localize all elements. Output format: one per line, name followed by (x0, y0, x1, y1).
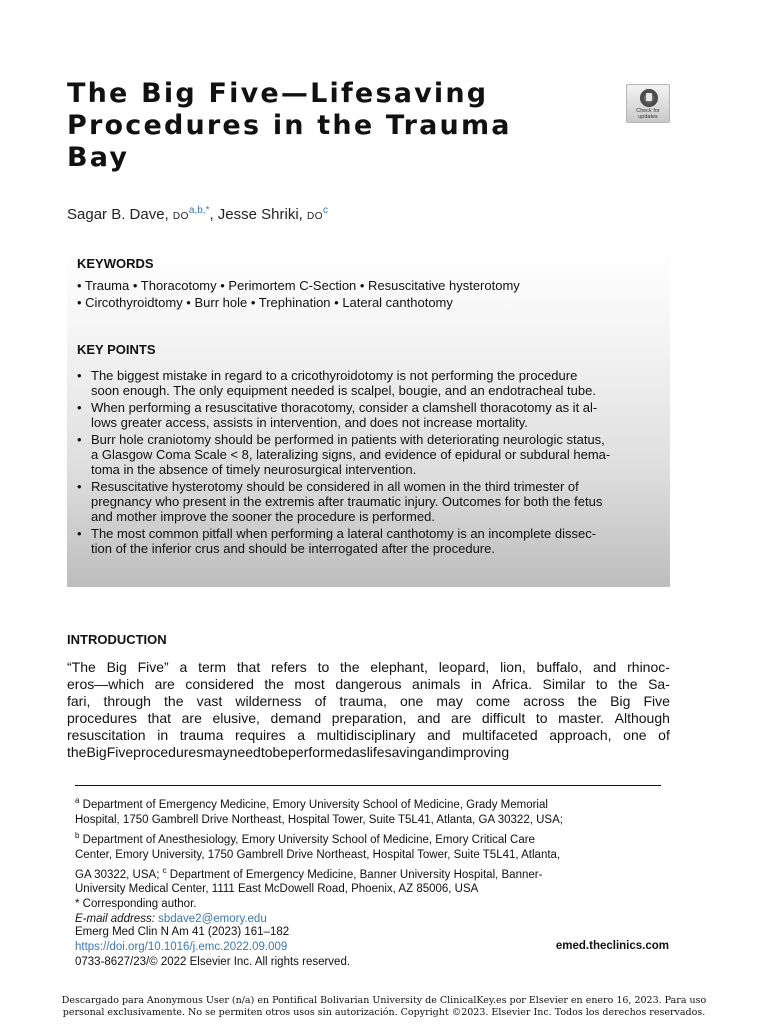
bullet-icon: • (77, 368, 82, 383)
email-label: E-mail address: (75, 913, 159, 926)
footnote-line: University Medical Center, 1111 East McDowell Road, Phoenix, AZ 85006, USA (75, 883, 479, 896)
affiliation-marker: a (75, 796, 80, 805)
key-point (77, 400, 660, 430)
title-line: The Big Five—Lifesaving (67, 78, 489, 109)
notice-line: personal exclusivamente. No se permiten otros usos sin autorización. Copyright ©2023. Elsevier Inc. Todos los derechos reservados. (62, 1007, 706, 1018)
check-for-updates-badge[interactable] (626, 84, 670, 123)
introduction-paragraph (67, 659, 670, 761)
footnote-text: Department of Emergency Medicine, Banner University Hospital, Banner- (166, 868, 543, 881)
keywords-line: • Trauma • Thoracotomy • Perimortem C-Section • Resuscitative hysterotomy (77, 278, 520, 293)
paragraph-line: “The Big Five” a term that refers to the elephant, leopard, lion, buffalo, and rhinoc- (67, 659, 670, 675)
title-line: Bay (67, 142, 130, 173)
key-point-line: and mother improve the sooner the procedure is performed. (91, 509, 435, 524)
check-for-updates-label: Check for updates (636, 108, 660, 120)
key-point-line: The biggest mistake in regard to a cricothyroidotomy is not performing the procedure (91, 368, 578, 383)
footnote-divider (75, 785, 661, 786)
doi-link[interactable]: https://doi.org/10.1016/j.emc.2022.09.009 (75, 941, 288, 953)
affiliation-marker: b (75, 830, 80, 840)
journal-site-link[interactable]: emed.theclinics.com (555, 940, 669, 952)
article-title (67, 78, 567, 174)
key-point (77, 368, 660, 398)
copyright-line: 0733-8627/23/© 2022 Elsevier Inc. All rights reserved. (75, 956, 351, 968)
title-line: Procedures in the Trauma (67, 110, 512, 141)
paragraph-line: resuscitation in trauma requires a multidisciplinary and multifaceted approach, one of (67, 727, 670, 743)
key-point-line: toma in the absence of timely neurosurgical intervention. (91, 462, 417, 477)
author-degree: DO (307, 211, 323, 222)
key-point-line: a Glasgow Coma Scale < 8, lateralizing signs, and evidence of epidural or subdural hema- (91, 447, 611, 462)
keywords-line: • Circothyroidtomy • Burr hole • Trephination • Lateral canthotomy (77, 295, 453, 310)
author-degree: DO (172, 211, 189, 222)
author-name: Sagar B. Dave, (67, 206, 173, 223)
bullet-icon: • (77, 526, 82, 541)
key-point-line: pregnancy who present in the extremis after traumatic injury. Outcomes for both the fetus (91, 494, 603, 509)
footnote-text: Department of Emergency Medicine, Emory University School of Medicine, Grady Memorial (79, 798, 548, 811)
journal-info (75, 925, 350, 970)
author-name: , Jesse Shriki, (209, 206, 307, 223)
bullet-icon: • (77, 400, 82, 415)
key-point-line: When performing a resuscitative thoracotomy, consider a clamshell thoracotomy as it al- (91, 400, 598, 415)
paragraph-line: the Big Five procedures may need to be performed as lifesaving and improving (67, 744, 510, 760)
key-point-line: The most common pitfall when performing a lateral canthotomy is an incomplete dissec- (91, 526, 597, 541)
introduction-heading: INTRODUCTION (67, 632, 167, 647)
paragraph-line: eros—which are considered the most dangerous animals in Africa. Similar to the Sa- (67, 676, 670, 692)
author-line (67, 205, 328, 223)
download-notice (30, 995, 738, 1019)
corresponding-author-note: * Corresponding author. (75, 898, 197, 911)
key-point-line: soon enough. The only equipment needed is scalpel, bougie, and an endotracheal tube. (91, 383, 596, 398)
key-point-line: tion of the inferior crus and should be interrogated after the procedure. (91, 541, 495, 556)
check-for-updates-icon (640, 89, 658, 107)
footnote-line (75, 863, 661, 883)
key-points-list (77, 368, 660, 558)
key-point-line: lows greater access, assists in intervention, and does not increase mortality. (91, 415, 528, 430)
affiliation-marker: c (162, 865, 167, 875)
footnote-line (75, 793, 661, 813)
keywords-keypoints-box (67, 250, 670, 587)
keywords-heading: KEYWORDS (77, 256, 154, 271)
email-link[interactable]: sbdave2@emory.edu (158, 913, 267, 926)
paragraph-line: fari, through the vast wilderness of trauma, one may come across the Big Five (67, 693, 670, 709)
bullet-icon: • (77, 432, 82, 447)
journal-citation: Emerg Med Clin N Am 41 (2023) 161–182 (75, 926, 290, 938)
footnote-line: Hospital, 1750 Gambrell Drive Northeast, Hospital Tower, Suite T5L41, Atlanta, GA 30322, USA; (75, 813, 563, 826)
affiliations-footnote (75, 793, 661, 927)
key-point (77, 479, 660, 524)
footnote-text: Department of Anesthesiology, Emory University School of Medicine, Emory Critical Care (79, 833, 535, 846)
footnote-line (75, 828, 661, 848)
footnote-text: GA 30322, USA; (75, 868, 163, 881)
notice-line: Descargado para Anonymous User (n/a) en Pontifical Bolivarian University de ClinicalKey.es por Elsevier en enero 16, 2023. Para uso (61, 995, 707, 1006)
key-point-line: Burr hole craniotomy should be performed in patients with deteriorating neurologic status, (91, 432, 605, 447)
key-points-heading: KEY POINTS (77, 342, 156, 357)
key-point-line: Resuscitative hysterotomy should be considered in all women in the third trimester of (91, 479, 579, 494)
key-point (77, 526, 660, 556)
footnote-line: Center, Emory University, 1750 Gambrell Drive Northeast, Hospital Tower, Suite T5L41, Atlanta, (75, 848, 561, 861)
affiliation-marker[interactable]: c (323, 205, 328, 216)
paragraph-line: procedures that are elusive, demand preparation, and are difficult to master. Although (67, 710, 670, 726)
affiliation-marker[interactable]: a,b,* (188, 205, 210, 216)
bullet-icon: • (77, 479, 82, 494)
key-point (77, 432, 660, 477)
